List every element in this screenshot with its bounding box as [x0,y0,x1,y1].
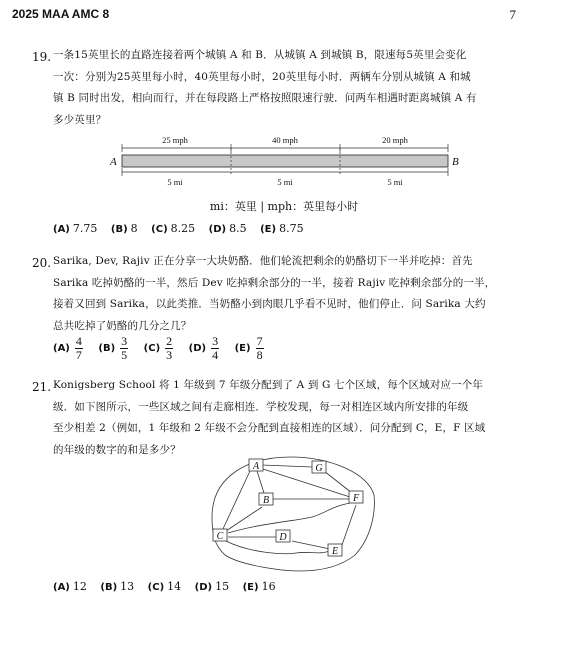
q21-line: Konigsberg School 将 1 年级到 7 年级分配到了 A 到 G 七个区域，每个区域对应一个年 [53,379,484,391]
q19-number: 19. [32,50,52,64]
fraction: $\frac{7}{8}$ [256,334,263,362]
fraction: $\frac{3}{5}$ [121,334,128,362]
q19-text [53,45,531,131]
q20-line: 总共吃掉了奶酪的几分之几？ [53,319,192,332]
speed-label-1: 25 mph [162,135,188,145]
unit-legend: mi：英里 | mph：英里每小时 [209,200,359,213]
q20-line: 接着又回到 Sarika，以此类推．当奶酪小到肉眼几乎看不见时，他们停止．问 Sarika 大约 [53,298,486,310]
zone-c-label: C [216,531,224,542]
q20-line: Sarika 吃掉奶酪的一半，然后 Dev 吃掉剩余部分的一半，接着 Rajiv 吃掉剩余部分的一半， [53,276,496,289]
q21-choice-e[interactable]: (E) 16 [242,580,276,593]
page-number: 7 [509,7,516,22]
q19-choice-d[interactable]: (D) 8.5 [208,222,247,235]
q19-choices [53,222,314,235]
q21-line: 至少相差 2（例如，1 年级和 2 年级不会分配到直接相连的区域）．问分配到 C，E，F 区域 [53,422,486,434]
road-bar [122,155,448,167]
q19-line: 镇 B 同时出发，相向而行，并在每段路上严格按照限速行驶．问两车相遇时距离城镇 A 有 [53,92,477,104]
q21-choice-d[interactable]: (D) 15 [194,580,230,593]
q21-line: 级．如下图所示，一些区域之间有走廊相连．学校发现，每一对相连区域内所安排的年级 [53,400,469,413]
town-b-label: B [452,156,459,168]
q21-choice-c[interactable]: (C) 14 [147,580,182,593]
q20-choice-a[interactable]: (A) $\frac{4}{7}$ [53,334,82,362]
zone-f-label: F [352,493,360,504]
distance-label-3: 5 mi [387,177,403,187]
q20-choice-d[interactable]: (D) $\frac{3}{4}$ [188,334,219,362]
fraction: $\frac{2}{3}$ [166,334,173,362]
speed-label-2: 40 mph [272,135,298,145]
q19-line: 多少英里？ [53,113,107,126]
zone-g-label: G [315,463,323,474]
q20-line: Sarika, Dev, Rajiv 正在分享一大块奶酪．他们轮流把剩余的奶酪切下一半并吃掉：首先 [53,255,473,267]
zone-graph [0,455,568,575]
fraction: $\frac{4}{7}$ [75,334,82,362]
zone-e-label: E [331,546,339,557]
q20-text [53,251,531,337]
road-diagram [0,132,568,192]
distance-label-1: 5 mi [167,177,183,187]
q19-choice-a[interactable]: (A) 7.75 [53,222,98,235]
q21-text [53,375,531,461]
zone-a-label: A [252,461,260,472]
town-a-label: A [110,156,117,168]
q21-choices [53,580,286,593]
fraction: $\frac{3}{4}$ [212,334,219,362]
q19-choice-c[interactable]: (C) 8.25 [151,222,196,235]
q19-choice-e[interactable]: (E) 8.75 [260,222,304,235]
zone-d-label: D [279,532,287,543]
q20-choices [53,335,276,362]
q19-line: 一条15英里长的直路连接着两个城镇 A 和 B．从城镇 A 到城镇 B，限速每5英里会变化 [53,49,467,61]
q19-line: 一次：分别为25英里每小时，40英里每小时，20英里每小时．两辆车分别从城镇 A 和城 [53,70,471,83]
q21-number: 21. [32,380,52,394]
q20-number: 20. [32,256,52,270]
speed-label-3: 20 mph [382,135,408,145]
q21-choice-b[interactable]: (B) 13 [100,580,135,593]
q20-choice-e[interactable]: (E) $\frac{7}{8}$ [234,334,263,362]
q20-choice-b[interactable]: (B) $\frac{3}{5}$ [98,334,128,362]
q20-choice-c[interactable]: (C) $\frac{2}{3}$ [143,334,173,362]
q21-choice-a[interactable]: (A) 12 [53,580,87,593]
zone-b-label: B [262,495,270,506]
q19-choice-b[interactable]: (B) 8 [110,222,138,235]
contest-title: 2025 MAA AMC 8 [12,7,110,21]
q21-line: 的年级的数字的和是多少？ [53,443,181,456]
distance-label-2: 5 mi [277,177,293,187]
